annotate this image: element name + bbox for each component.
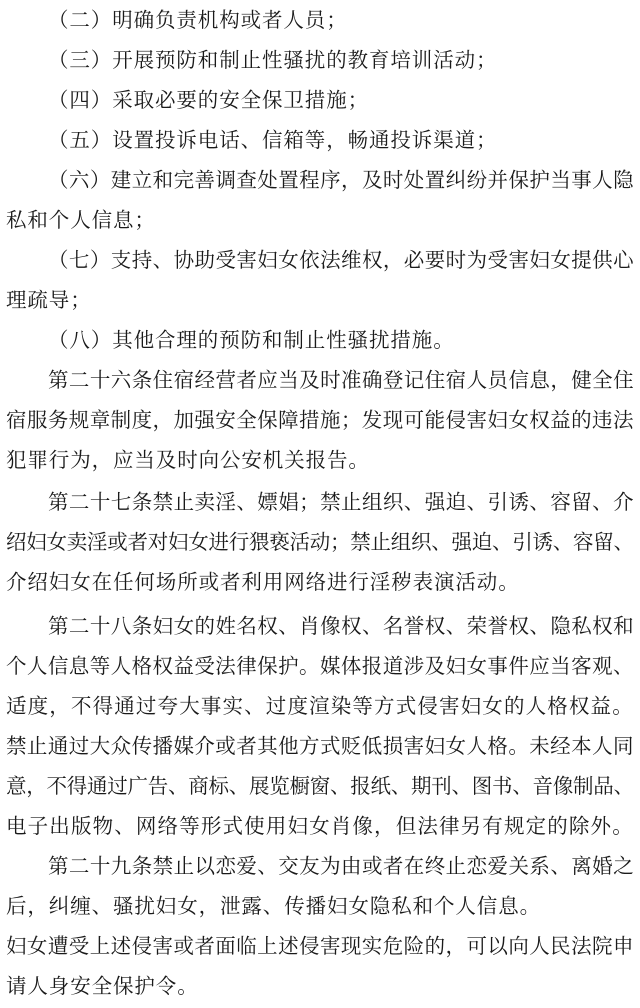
text-line: 适度，不得通过夸大事实、过度渲染等方式侵害妇女的人格权益。 — [6, 694, 634, 718]
paragraph — [6, 926, 634, 1006]
text-line: （七）支持、协助受害妇女依法维权，必要时为受害妇女提供心 — [48, 248, 635, 272]
text-line: （六）建立和完善调查处置程序，及时处置纠纷并保护当事人隐 — [48, 168, 635, 192]
text-line: 理疏导； — [6, 288, 92, 312]
text-line: 请人身安全保护令。 — [6, 974, 199, 998]
text-line: 意，不得通过广告、商标、展览橱窗、报纸、期刊、图书、音像制品、 — [6, 774, 634, 798]
text-line: 第二十六条住宿经营者应当及时准确登记住宿人员信息，健全住 — [48, 368, 635, 392]
text-line: 私和个人信息； — [6, 208, 156, 232]
paragraph — [6, 726, 634, 846]
text-line: 个人信息等人格权益受法律保护。媒体报道涉及妇女事件应当客观、 — [6, 654, 634, 678]
text-line: （三）开展预防和制止性骚扰的教育培训活动； — [48, 48, 498, 72]
text-line: 绍妇女卖淫或者对妇女进行猥亵活动；禁止组织、强迫、引诱、容留、 — [6, 530, 634, 554]
text-line: （八）其他合理的预防和制止性骚扰措施。 — [48, 328, 455, 352]
text-line: 妇女遭受上述侵害或者面临上述侵害现实危险的，可以向人民法院申 — [6, 934, 634, 958]
paragraph — [6, 40, 634, 80]
text-line: 犯罪行为，应当及时向公安机关报告。 — [6, 448, 370, 472]
text-line: 第二十八条妇女的姓名权、肖像权、名誉权、荣誉权、隐私权和 — [48, 614, 635, 638]
paragraph — [6, 120, 634, 160]
paragraph — [6, 0, 634, 40]
paragraph — [6, 360, 634, 480]
text-line: 第二十九条禁止以恋爱、交友为由或者在终止恋爱关系、离婚之 — [48, 854, 635, 878]
paragraph — [6, 320, 634, 360]
paragraph — [6, 240, 634, 320]
paragraph — [6, 482, 634, 602]
paragraph — [6, 606, 634, 726]
text-line: （四）采取必要的安全保卫措施； — [48, 88, 369, 112]
text-line: （二）明确负责机构或者人员； — [48, 8, 348, 32]
paragraph — [6, 80, 634, 120]
text-line: 禁止通过大众传播媒介或者其他方式贬低损害妇女人格。未经本人同 — [6, 734, 634, 758]
text-line: 宿服务规章制度，加强安全保障措施；发现可能侵害妇女权益的违法 — [6, 408, 634, 432]
text-line: （五）设置投诉电话、信箱等，畅通投诉渠道； — [48, 128, 498, 152]
text-line: 后，纠缠、骚扰妇女，泄露、传播妇女隐私和个人信息。 — [6, 894, 541, 918]
text-line: 电子出版物、网络等形式使用妇女肖像，但法律另有规定的除外。 — [6, 814, 634, 838]
paragraph — [6, 160, 634, 240]
text-line: 第二十七条禁止卖淫、嫖娼；禁止组织、强迫、引诱、容留、介 — [48, 490, 635, 514]
paragraph — [6, 846, 634, 926]
text-line: 介绍妇女在任何场所或者利用网络进行淫秽表演活动。 — [6, 570, 520, 594]
